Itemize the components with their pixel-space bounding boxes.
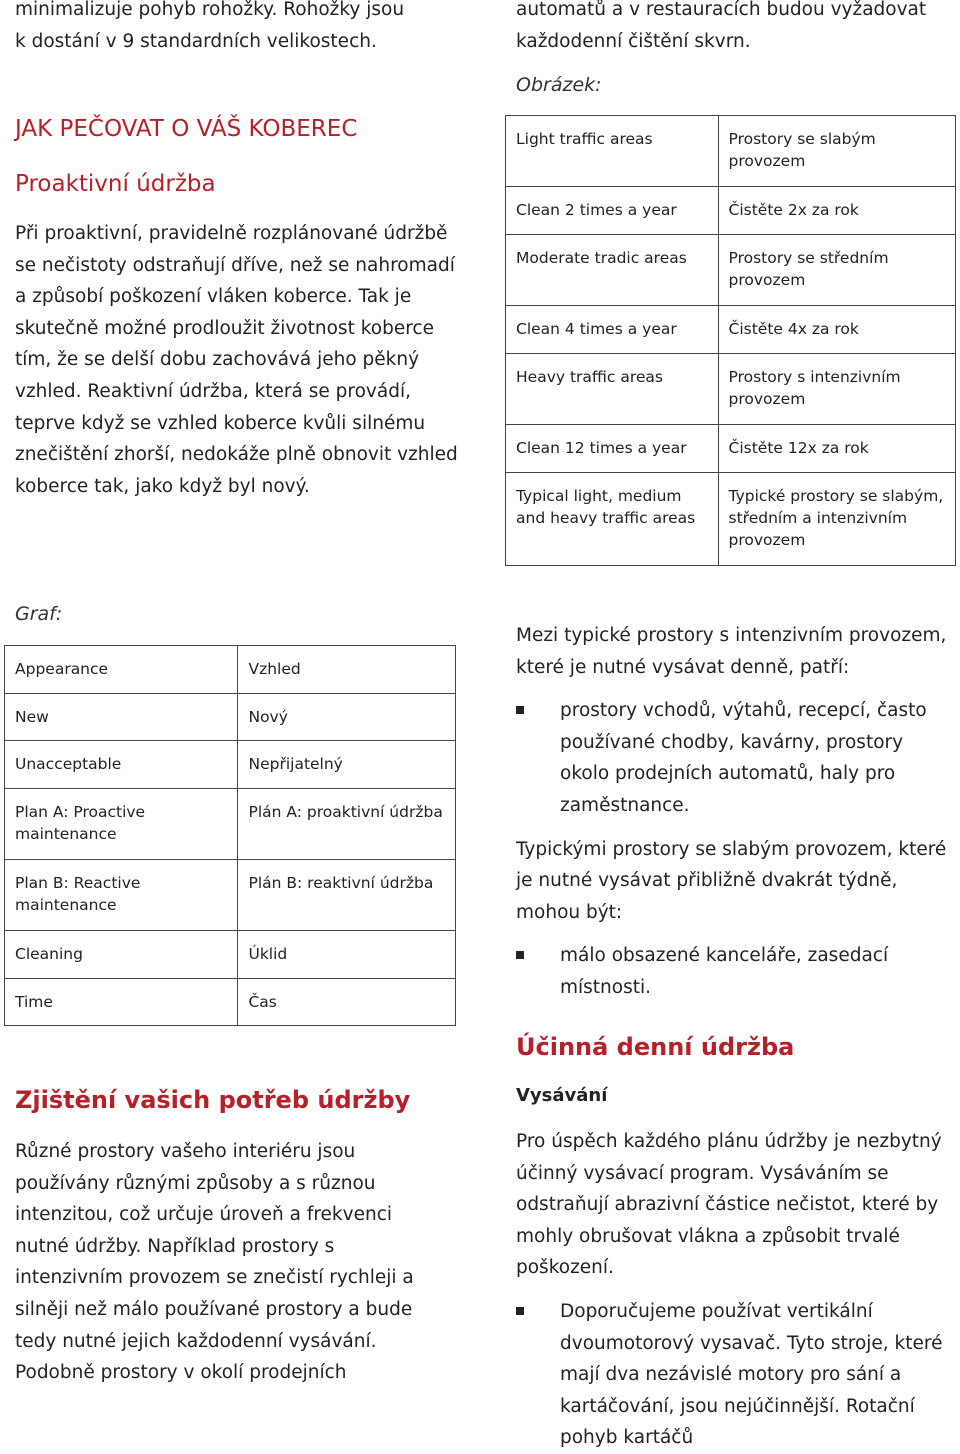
- typical-bullet2-text: málo obsazené kanceláře, zasedací místnosti.: [560, 945, 889, 998]
- figure-cell-en: Typical light, medium and heavy traffic areas: [506, 473, 719, 566]
- figure-cell-en: Clean 4 times a year: [506, 306, 719, 354]
- figure-row: [506, 306, 956, 354]
- graph-cell-cz: Nepřijatelný: [238, 741, 456, 789]
- daily-paragraph: Pro úspěch každého plánu údržby je nezbytný účinný vysávací program. Vysáváním se odstraňují abrazivní částice nečistot, které by mohly obrušovat vlákna a způsobit trvalé poškození.: [516, 1131, 942, 1279]
- graph-row: [5, 741, 456, 789]
- needs-paragraph: Různé prostory vašeho interiéru jsou používány různými způsoby a s různou intenzitou, což určuje úroveň a frekvenci nutné údržby. Například prostory s intenzivním provozem se znečistí rychleji a silněji než málo používané prostory a bude tedy nutné jejich každodenní vysávání. Podobně prostory v okolí prodejních: [15, 1141, 414, 1384]
- care-paragraph: Při proaktivní, pravidelně rozplánované údržbě se nečistoty odstraňují dříve, než se nahromadí a způsobí poškození vláken koberce. Tak je skutečně možné prodloužit životnost koberce tím, že se delší dobu zachovává jeho pěkný vzhled. Reaktivní údržba, která se provádí, teprve když se vzhled koberce kvůli silnému znečištění zhorší, nedokáže plně obnovit vzhled koberce tak, jako když byl nový.: [15, 223, 458, 497]
- graph-table: [4, 645, 456, 1026]
- right-top-text: [516, 0, 956, 57]
- graph-cell-cz: Nový: [238, 694, 456, 741]
- daily-subhead: Vysávání: [516, 1085, 608, 1106]
- figure-cell-cz: Prostory s intenzivním provozem: [718, 354, 955, 425]
- needs-title: Zjištění vašich potřeb údržby: [15, 1086, 411, 1114]
- figure-cell-en: Heavy traffic areas: [506, 354, 719, 425]
- figure-row: [506, 187, 956, 235]
- graph-row: [5, 860, 456, 931]
- graph-row: [5, 931, 456, 979]
- daily-bullet-text: Doporučujeme používat vertikální dvoumotorový vysavač. Tyto stroje, které mají dva nezávislé motory pro sání a kartáčování, jsou nejúčinnější. Rotační pohyb kartáčů: [560, 1300, 943, 1449]
- right-top-line2: každodenní čištění skvrn.: [516, 30, 751, 52]
- figure-cell-cz: Čistěte 2x za rok: [718, 187, 955, 235]
- daily-bullet-item: [516, 1296, 951, 1454]
- left-top-text: [15, 0, 455, 57]
- right-top-line1: automatů a v restauracích budou vyžadovat: [516, 0, 927, 20]
- graph-cell-en: Plan B: Reactive maintenance: [5, 860, 238, 931]
- graph-cell-cz: Úklid: [238, 931, 456, 979]
- figure-cell-cz: Čistěte 4x za rok: [718, 306, 955, 354]
- bullet-square-icon: [516, 1307, 524, 1315]
- figure-row: [506, 235, 956, 306]
- figure-row: [506, 425, 956, 473]
- graph-cell-cz: Vzhled: [238, 646, 456, 694]
- typical-intro: Mezi typické prostory s intenzivním provozem, které je nutné vysávat denně, patří:: [516, 625, 947, 678]
- graph-cell-cz: Čas: [238, 979, 456, 1026]
- graph-cell-en: Plan A: Proactive maintenance: [5, 789, 238, 860]
- graph-row: [5, 646, 456, 694]
- figure-cell-en: Clean 2 times a year: [506, 187, 719, 235]
- daily-title: Účinná denní údržba: [516, 1033, 795, 1061]
- typical-bullet-item: [516, 695, 956, 821]
- figure-cell-en: Moderate tradic areas: [506, 235, 719, 306]
- graph-cell-en: Unacceptable: [5, 741, 238, 789]
- graph-cell-cz: Plán A: proaktivní údržba: [238, 789, 456, 860]
- bullet-square-icon: [516, 706, 524, 714]
- daily-block: [516, 1126, 951, 1454]
- left-top-line1: minimalizuje pohyb rohožky. Rohožky jsou: [15, 0, 405, 20]
- figure-cell-cz: Čistěte 12x za rok: [718, 425, 955, 473]
- care-subtitle: Proaktivní údržba: [15, 171, 216, 197]
- graph-cell-en: Time: [5, 979, 238, 1026]
- graph-cell-en: Appearance: [5, 646, 238, 694]
- graph-row: [5, 694, 456, 741]
- typical-bullet1-text: prostory vchodů, výtahů, recepcí, často používané chodby, kavárny, prostory okolo prodejních automatů, haly pro zaměstnance.: [560, 700, 927, 816]
- graph-cell-en: Cleaning: [5, 931, 238, 979]
- graph-cell-cz: Plán B: reaktivní údržba: [238, 860, 456, 931]
- figure-row: [506, 116, 956, 187]
- figure-cell-en: Light traffic areas: [506, 116, 719, 187]
- left-top-line2: k dostání v 9 standardních velikostech.: [15, 30, 377, 52]
- figure-row: [506, 473, 956, 566]
- figure-row: [506, 354, 956, 425]
- figure-caption: Obrázek:: [516, 74, 602, 96]
- graph-row: [5, 979, 456, 1026]
- figure-cell-en: Clean 12 times a year: [506, 425, 719, 473]
- bullet-square-icon: [516, 951, 524, 959]
- figure-table: [505, 115, 956, 566]
- figure-cell-cz: Prostory se středním provozem: [718, 235, 955, 306]
- typical-block: [516, 620, 956, 1004]
- figure-cell-cz: Prostory se slabým provozem: [718, 116, 955, 187]
- figure-cell-cz: Typické prostory se slabým, středním a intenzivním provozem: [718, 473, 955, 566]
- graph-cell-en: New: [5, 694, 238, 741]
- graph-row: [5, 789, 456, 860]
- graph-caption: Graf:: [15, 603, 63, 625]
- care-title: JAK PEČOVAT O VÁŠ KOBEREC: [15, 116, 358, 142]
- typical-paragraph: Typickými prostory se slabým provozem, které je nutné vysávat přibližně dvakrát týdně, mohou být:: [516, 838, 947, 923]
- typical-bullet-item: [516, 940, 956, 1003]
